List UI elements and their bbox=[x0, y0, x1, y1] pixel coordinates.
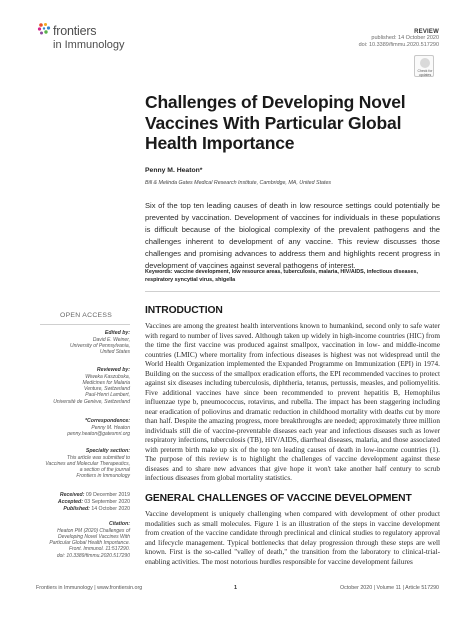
received-label: Received: bbox=[59, 492, 85, 498]
correspondence-label: *Correspondence: bbox=[85, 418, 130, 424]
citation-line: Particular Global Health Importance. bbox=[49, 540, 130, 547]
reviewed-by-label: Reviewed by: bbox=[96, 367, 130, 373]
article-meta bbox=[359, 29, 439, 49]
reviewer-line: Université de Genève, Switzerland bbox=[53, 398, 130, 405]
citation-line: Front. Immunol. 11:517290. bbox=[68, 546, 130, 553]
check-updates-icon bbox=[420, 58, 430, 68]
editor-line: University of Pennsylvania, bbox=[69, 342, 130, 349]
reviewer-line: Wiweka Kaszubska, bbox=[85, 373, 130, 380]
published-label: Published: bbox=[63, 505, 90, 512]
correspondence-name: Penny M. Heaton bbox=[91, 424, 130, 431]
edited-by-label: Edited by: bbox=[104, 330, 130, 336]
journal-brand: frontiers bbox=[53, 24, 97, 38]
published-value: 14 October 2020 bbox=[91, 505, 130, 512]
page-number: 1 bbox=[234, 585, 238, 591]
check-updates-label: Check for updates bbox=[417, 69, 433, 77]
journal-logo[interactable] bbox=[37, 22, 133, 52]
citation-label: Citation: bbox=[108, 521, 130, 527]
accepted-value: 03 September 2020 bbox=[84, 498, 130, 505]
citation-line: Developing Novel Vaccines With bbox=[57, 533, 130, 540]
published-date bbox=[0, 506, 130, 513]
specialty-line: Frontiers in Immunology bbox=[76, 473, 130, 480]
page-header bbox=[0, 0, 474, 70]
keywords bbox=[145, 268, 440, 284]
article-type: REVIEW bbox=[414, 29, 439, 35]
citation bbox=[0, 521, 130, 559]
sidebar-divider bbox=[40, 324, 130, 325]
specialty-line: a section of the journal bbox=[79, 467, 130, 474]
accepted-date bbox=[0, 499, 130, 506]
citation-doi[interactable]: doi: 10.3389/fimmu.2020.517290 bbox=[56, 552, 130, 559]
specialty-section bbox=[0, 448, 130, 480]
specialty-line: Vaccines and Molecular Therapeutics, bbox=[45, 460, 130, 467]
abstract-divider bbox=[145, 291, 440, 292]
author-name[interactable]: Penny M. Heaton* bbox=[145, 167, 203, 174]
editor-line: United States bbox=[99, 349, 130, 356]
frontiers-logo-icon bbox=[37, 22, 51, 36]
article-title: Challenges of Developing Novel Vaccines With Particular Global Health Importance bbox=[145, 92, 406, 153]
received-value: 09 December 2019 bbox=[85, 492, 130, 498]
abstract: Six of the top ten leading causes of death in low resource settings could potentially be prevented by vaccination. Development of vaccines for individuals in these populations is difficult because of the biological complexity of the prevalent pathogens and the challenges inherent to development of any vaccine. This review discusses those challenges and promising advances to address them and highlights recent progress in development of vaccines against several pathogens of interest. bbox=[145, 201, 440, 270]
accepted-label: Accepted: bbox=[57, 498, 83, 505]
reviewer-line: Medicines for Malaria bbox=[82, 379, 130, 386]
specialty-line: This article was submitted to bbox=[66, 454, 130, 461]
article-dates bbox=[0, 492, 130, 512]
editor-line: David E. Weiner, bbox=[92, 336, 130, 343]
received-date bbox=[0, 492, 130, 499]
doi-link[interactable]: doi: 10.3389/fimmu.2020.517290 bbox=[358, 42, 439, 48]
reviewed-by bbox=[0, 367, 130, 405]
citation-line: Heaton PM (2020) Challenges of bbox=[57, 527, 130, 534]
keywords-label: Keywords: bbox=[145, 269, 173, 275]
general-challenges-paragraph: Vaccine development is uniquely challenging when compared with development of other product modalities such as small molecules. Figure 1 is an illustration of the steps in vaccine development from creation of the vaccine candidate through preclinical and clinical studies to regulatory approval and lifecycle management. Typical bottlenecks that delay progression through these steps are well known. First is the so-called "valley of death," the transition from the laboratory to clinical-trial-enabling activities. The most notorious hurdles responsible for vaccine development failures bbox=[145, 510, 440, 566]
journal-subtitle: in Immunology bbox=[53, 39, 125, 51]
footer-journal-link[interactable]: Frontiers in Immunology | www.frontiersin.org bbox=[36, 585, 143, 591]
keywords-text: vaccine development, low resource areas, tuberculosis, malaria, HIV/AIDS, infectious diseases, respiratory syncytial virus, shigella bbox=[145, 269, 418, 283]
open-access-label[interactable]: OPEN ACCESS bbox=[60, 312, 113, 319]
page-footer bbox=[0, 585, 474, 597]
specialty-label: Specialty section: bbox=[85, 448, 130, 454]
check-for-updates-badge[interactable] bbox=[414, 55, 434, 77]
edited-by bbox=[0, 330, 130, 355]
correspondence-email[interactable]: penny.heaton@gatesmri.org bbox=[67, 430, 130, 437]
section-heading-introduction: INTRODUCTION bbox=[145, 305, 223, 316]
correspondence bbox=[0, 418, 130, 437]
reviewer-line: Paul-Henri Lambert, bbox=[85, 392, 130, 399]
reviewer-line: Venture, Switzerland bbox=[84, 386, 130, 393]
author-affiliation: Bill & Melinda Gates Medical Research Institute, Cambridge, MA, United States bbox=[145, 180, 332, 186]
introduction-paragraph: Vaccines are among the greatest health interventions known to humankind, second only to safe water with regard to number of lives saved. Although taken up widely in high-income countries (HIC) from the time the first vaccine was produced against smallpox, vaccination in low- and middle-income countries (LMIC) where mortality from infectious diseases is highest was not widespread until the World Health Organization implemented the Expanded Programme on Immunization (EPI) in 1974. Building on the success of the smallpox eradication efforts, the EPI recommended vaccines to protect against six diseases including tuberculosis, diphtheria, tetanus, pertussis, measles, and poliomyelitis. Five additional vaccines have since been recommended to prevent hepatitis B, Hemophilus influenzae type b, pneumococcus, rotavirus, and rubella. The impact has been staggering including near eradication of poliovirus and dramatic reduction in childhood mortality with deaths cut by more than half. Despite the amazing progress, more breakthroughs are needed; approximately three million individuals still die of vaccine-preventable diseases each year and infectious diseases such as lower respiratory infections, tuberculosis (TB), HIV/AIDS, diarrheal diseases, malaria, and those associated with preterm birth make up six of the top ten leading causes of death in low-income countries (1). The purpose of this review is to highlight the challenges of vaccine development against these diseases and to share new advances that give hope it won't take another half century to scrub infectious diseases from global mortality statistics. bbox=[145, 322, 440, 482]
footer-issue-info: October 2020 | Volume 11 | Article 517290 bbox=[340, 585, 439, 591]
section-heading-general-challenges: GENERAL CHALLENGES OF VACCINE DEVELOPMENT bbox=[145, 493, 412, 504]
published-line: published: 14 October 2020 bbox=[371, 35, 439, 41]
